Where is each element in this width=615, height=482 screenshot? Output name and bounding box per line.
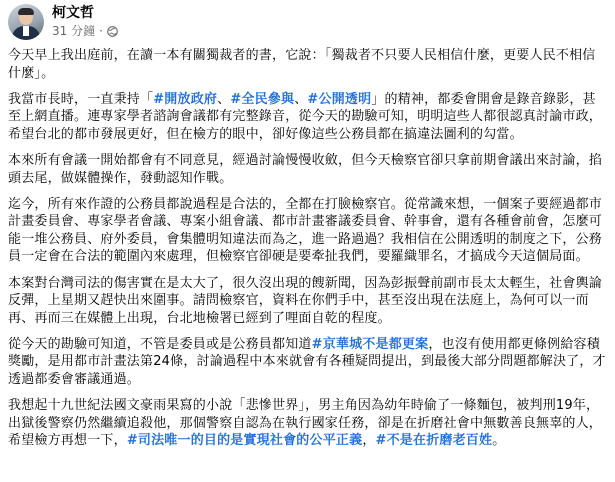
avatar[interactable]	[8, 4, 44, 40]
post-paragraph	[8, 397, 608, 450]
post-time[interactable]: 31 分鐘	[52, 24, 96, 38]
post-header	[8, 4, 608, 44]
hashtag-link[interactable]: #不是在折磨老百姓	[375, 433, 493, 449]
post-text: 從今天的勘驗可知道，不管是委員或是公務員都知道	[8, 336, 312, 352]
hashtag-link[interactable]: #京華城不是都更案	[311, 336, 429, 352]
post-text: ，也沒有使用都更條例給容積獎勵，是用都市計畫法第24條，討論過程中本來就會有各種疑問提出，到最後大部分問題都解決了，才透過都委會審議通過。	[8, 336, 606, 387]
post-text: 、	[217, 91, 231, 107]
avatar-hair	[18, 8, 34, 15]
post-text: 、	[294, 91, 308, 107]
post-text: 本案對台灣司法的傷害實在是太大了，很久沒出現的餿新聞，因為彭振聲前副市長太太輕生，社會輿論反彈，上星期又趕快出來圍事。請問檢察官，資料在你們手中，甚至沒出現在法庭上，為何可以一而再、再而三在媒體上出現，台北地檢署已經到了哩面自乾的程度。	[8, 275, 603, 326]
post-paragraph	[8, 47, 608, 82]
post-meta	[52, 23, 118, 39]
hashtag-link[interactable]: #公開透明	[307, 91, 372, 107]
post-paragraph	[8, 152, 608, 187]
post-text: 」的精神，都委會開會是錄音錄影，甚至上網直播。連專家學者諮詢會議都有完整錄音，從今天的勘驗可知，明明這些人都很認真討論市政，希望台北的都市發展更好，但在檢方的眼中，卻好像這些公務員都在搞違法圖利的勾當。	[8, 91, 603, 142]
post-text: 迄今，所有來作證的公務員都說過程是合法的，全都在打臉檢察官。從常識來想，一個案子要經過都市計畫委員會、專家學者會議、專案小組會議、都市計畫審議委員會、幹事會，還有各種會前會，怎麼可能一堆公務員、府外委員，會集體明知違法而為之，進一路過過？我相信在公開透明的制度之下，公務員一定會在合法的範圍內來處理，但檢察官卻硬是要牽扯我們，要羅織罪名，才搞成今天這個局面。	[8, 196, 603, 265]
post-paragraph	[8, 275, 608, 328]
globe-icon[interactable]	[107, 26, 118, 37]
hashtag-link[interactable]: #司法唯一的目的是實現社會的公平正義	[126, 433, 363, 449]
post-paragraph	[8, 336, 608, 389]
post-body	[8, 47, 608, 458]
post-text: 本來所有會議一開始都會有不同意見，經過討論慢慢收斂，但今天檢察官卻只拿前期會議出來討論，掐頭去尾，做媒體操作，發動認知作戰。	[8, 152, 603, 186]
post-paragraph	[8, 196, 608, 266]
hashtag-link[interactable]: #全民參與	[230, 91, 295, 107]
post-text: 我當市長時，一直秉持「	[8, 91, 154, 107]
post-text: 今天早上我出庭前，在讀一本有關獨裁者的書，它說：「獨裁者不只要人民相信什麼，更要人民不相信什麼」。	[8, 48, 596, 81]
author-name[interactable]: 柯文哲	[52, 5, 94, 21]
avatar-shirt	[23, 26, 29, 36]
post-text: ，	[362, 433, 376, 449]
meta-separator: ·	[99, 24, 103, 38]
post-paragraph	[8, 91, 608, 144]
post-text: 我想起十九世紀法國文豪雨果寫的小說「悲慘世界」，男主角因為幼年時偷了一條麵包，被判刑19年，出獄後警察仍然繼續追殺他，那個警察自認為在執行國家任務，卻是在折磨社會中無數善良無辜的人，希望檢方再想一下，	[8, 398, 603, 449]
post-text: 。	[492, 433, 506, 449]
hashtag-link[interactable]: #開放政府	[153, 91, 218, 107]
